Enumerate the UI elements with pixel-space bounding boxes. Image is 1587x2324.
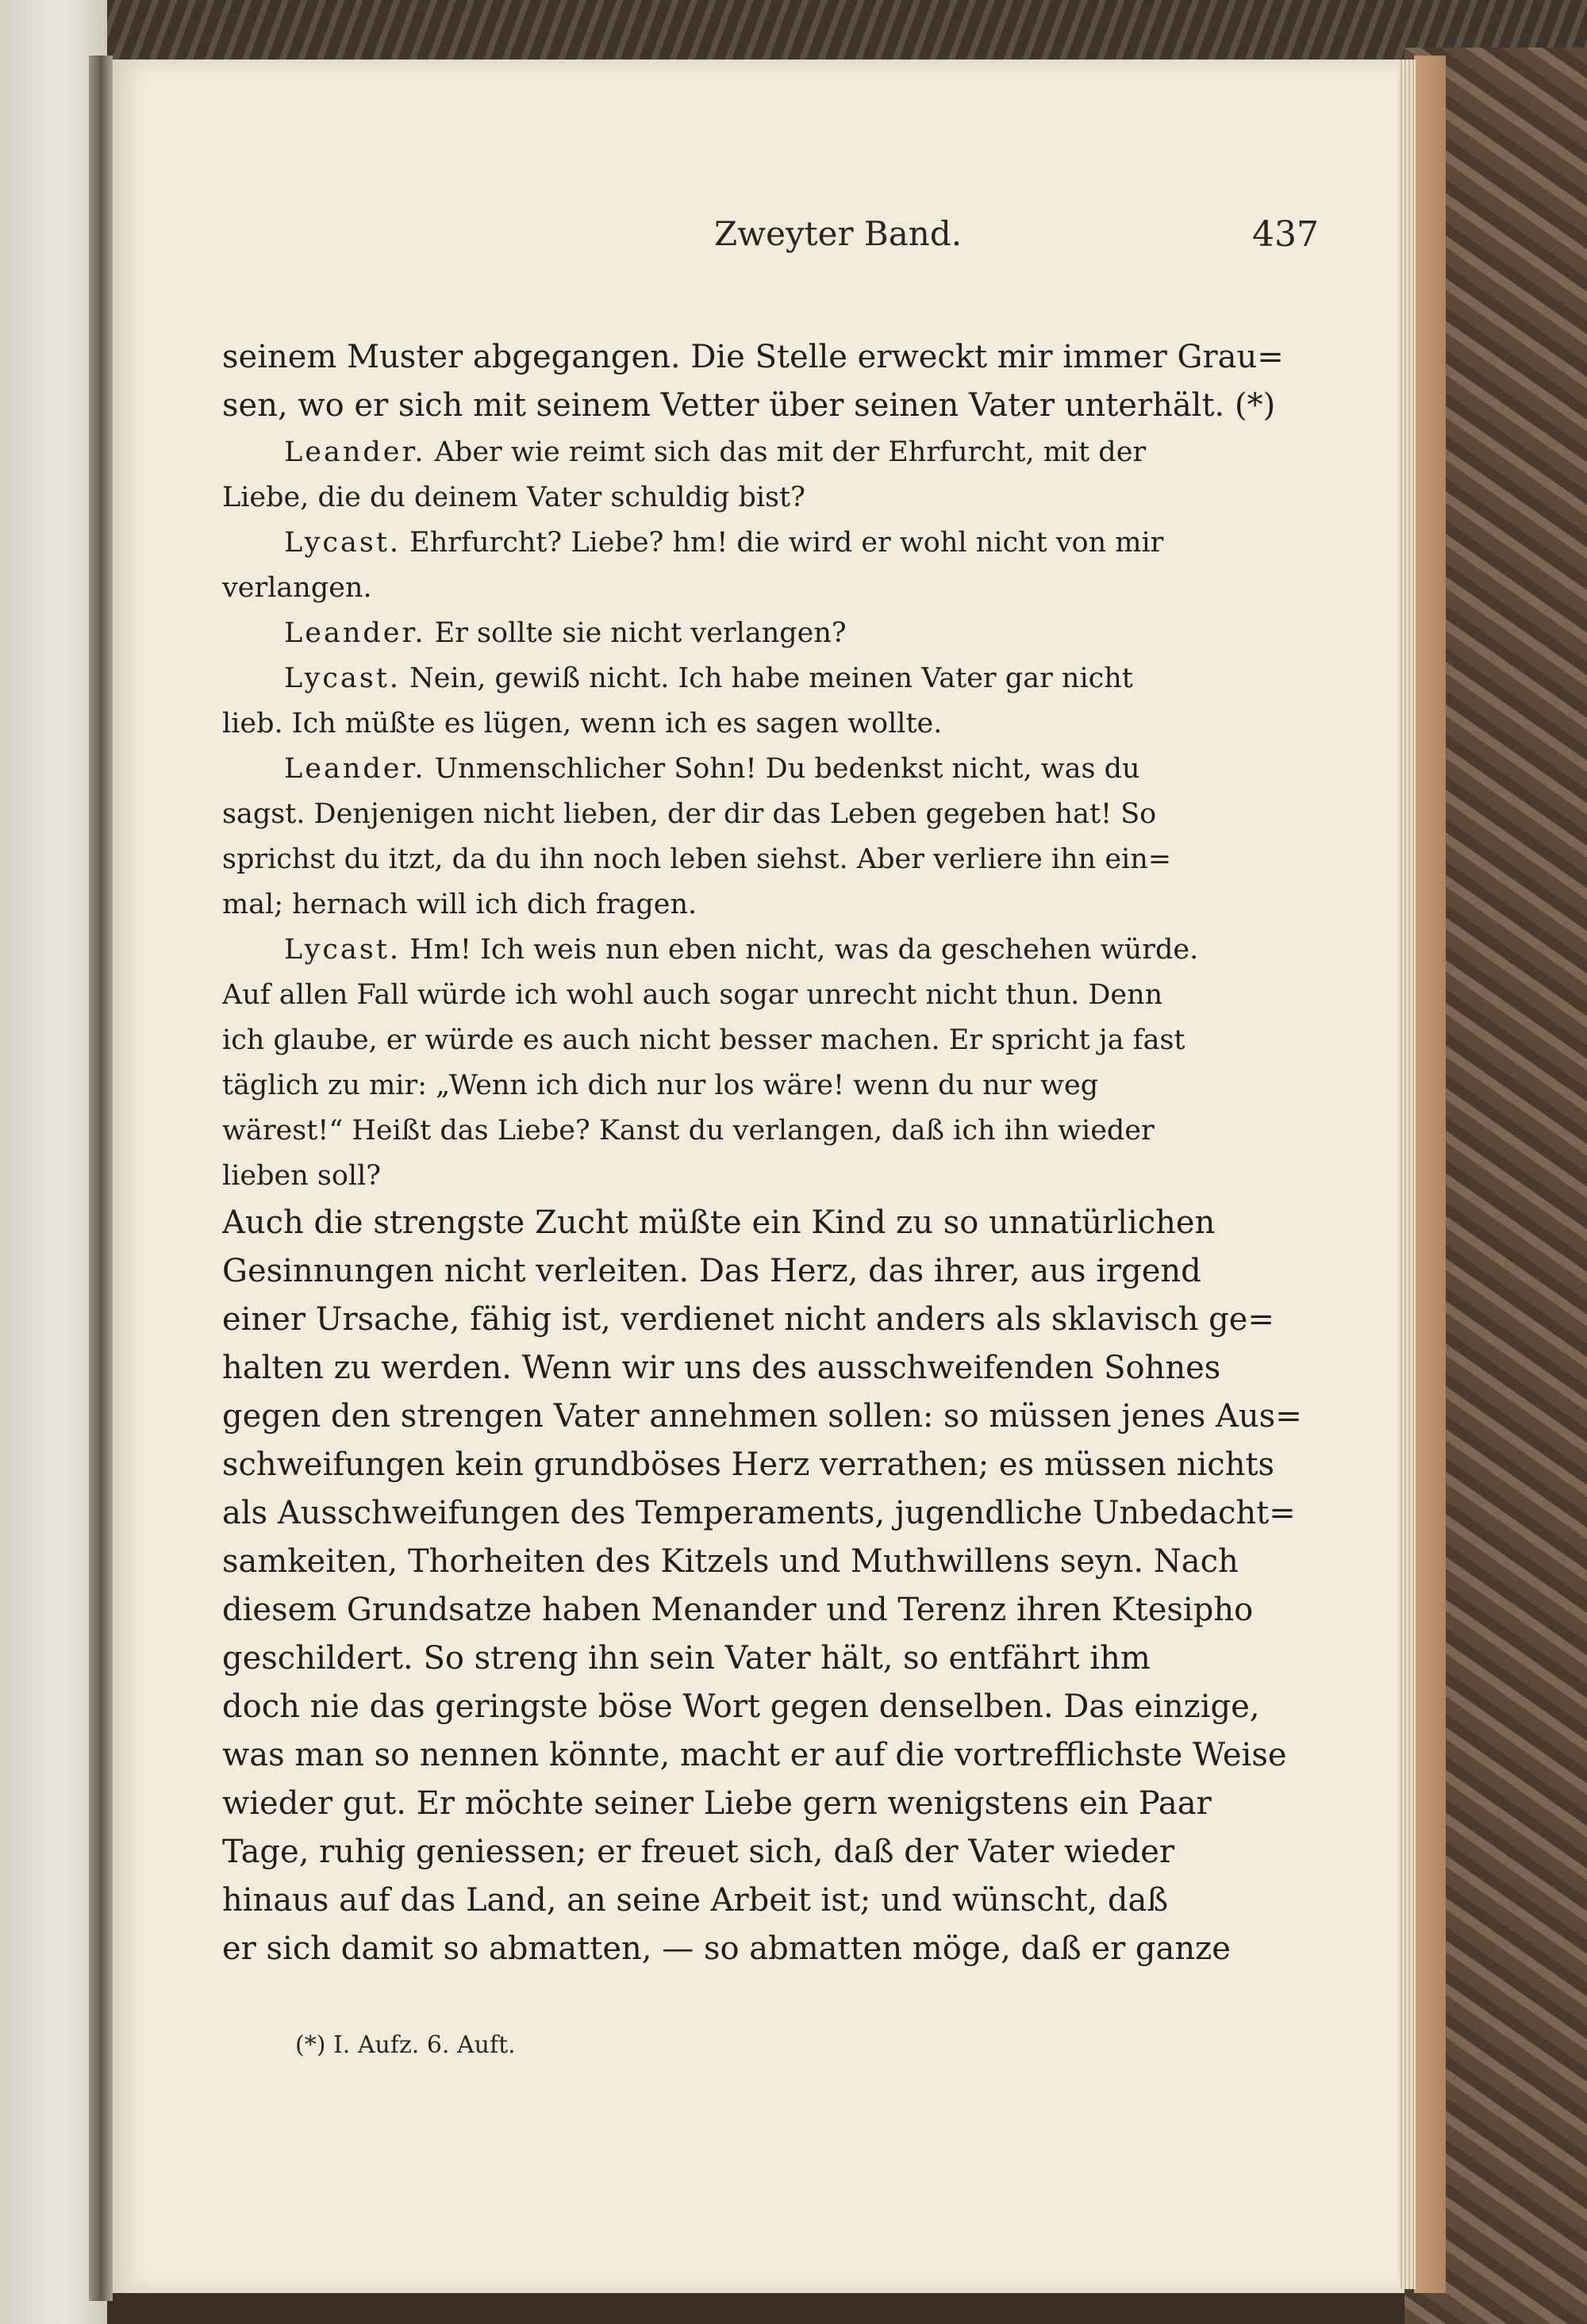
speaker-name: Lycast. — [284, 934, 402, 966]
text-block — [222, 333, 1317, 1973]
speaker-name: Leander. — [284, 617, 426, 649]
dialogue-line — [222, 656, 1317, 701]
paragraph-line: was man so nennen könnte, macht er auf die vortrefflichste Weise — [222, 1737, 1287, 1773]
paragraph-line: einer Ursache, fähig ist, verdienet nicht anders als sklavisch ge= — [222, 1301, 1274, 1338]
dialogue-line — [222, 747, 1317, 792]
paragraph-line: diesem Grundsatze haben Menander und Terenz ihren Ktesipho — [222, 1592, 1254, 1628]
dialogue-text: Unmenschlicher Sohn! Du bedenkst nicht, was du — [434, 753, 1140, 785]
paragraph-line: Tage, ruhig geniessen; er freuet sich, daß der Vater wieder — [222, 1834, 1175, 1870]
speaker-name: Lycast. — [284, 527, 402, 559]
dialogue-line — [222, 928, 1317, 973]
paragraph-line: als Ausschweifungen des Temperaments, jugendliche Unbedacht= — [222, 1495, 1296, 1531]
dialogue-line: verlangen. — [222, 572, 372, 604]
paragraph-line: halten zu werden. Wenn wir uns des ausschweifenden Sohnes — [222, 1350, 1221, 1386]
paragraph-line: doch nie das geringste böse Wort gegen denselben. Das einzige, — [222, 1688, 1260, 1725]
dialogue-line — [222, 611, 1317, 656]
dialogue-text: Aber wie reimt sich das mit der Ehrfurcht, mit der — [434, 436, 1147, 468]
running-head: Zweyter Band. — [714, 214, 963, 253]
dialogue-line: ich glaube, er würde es auch nicht besser machen. Er spricht ja fast — [222, 1024, 1185, 1056]
dialogue-line: Auf allen Fall würde ich wohl auch sogar unrecht nicht thun. Denn — [222, 979, 1163, 1011]
dialogue-line: lieben soll? — [222, 1160, 382, 1192]
dialogue-line — [222, 430, 1317, 475]
paragraph-line: schweifungen kein grundböses Herz verrathen; es müssen nichts — [222, 1446, 1275, 1483]
paragraph-line: Gesinnungen nicht verleiten. Das Herz, das ihrer, aus irgend — [222, 1253, 1201, 1289]
page-header — [222, 214, 1317, 262]
paragraph-line: hinaus auf das Land, an seine Arbeit ist; und wünscht, daß — [222, 1882, 1169, 1919]
book-page — [111, 60, 1404, 2293]
page-edges — [1398, 60, 1416, 2289]
paragraph-line: geschildert. So streng ihn sein Vater hält, so entfährt ihm — [222, 1640, 1151, 1677]
dialogue-line — [222, 520, 1317, 566]
paragraph-line: Auch die strengste Zucht müßte ein Kind zu so unnatürlichen — [222, 1204, 1216, 1241]
paragraph-line: er sich damit so abmatten, — so abmatten möge, daß er ganze — [222, 1930, 1231, 1967]
book-gutter — [89, 56, 113, 2301]
speaker-name: Leander. — [284, 436, 426, 468]
dialogue-text: Ehrfurcht? Liebe? hm! die wird er wohl nicht von mir — [409, 527, 1164, 559]
page-number: 437 — [1252, 214, 1319, 255]
body-line: sen, wo er sich mit seinem Vetter über seinen Vater unterhält. (*) — [222, 387, 1276, 424]
dialogue-line: täglich zu mir: „Wenn ich dich nur los wäre! wenn du nur weg — [222, 1070, 1099, 1101]
body-line: seinem Muster abgegangen. Die Stelle erweckt mir immer Grau= — [222, 339, 1284, 375]
speaker-name: Lycast. — [284, 663, 402, 694]
paragraph-line: samkeiten, Thorheiten des Kitzels und Muthwillens seyn. Nach — [222, 1543, 1239, 1580]
dialogue-line: Liebe, die du deinem Vater schuldig bist? — [222, 482, 805, 513]
dialogue-text: Er sollte sie nicht verlangen? — [434, 617, 847, 649]
paragraph-line: wieder gut. Er möchte seiner Liebe gern wenigstens ein Paar — [222, 1785, 1212, 1822]
speaker-name: Leander. — [284, 753, 426, 785]
dialogue-line: wärest!“ Heißt das Liebe? Kanst du verlangen, daß ich ihn wieder — [222, 1115, 1155, 1147]
dialogue-line: sagst. Denjenigen nicht lieben, der dir das Leben gegeben hat! So — [222, 798, 1157, 830]
binding-top-edge — [103, 0, 1587, 62]
dialogue-line: mal; hernach will ich dich fragen. — [222, 889, 697, 920]
dialogue-text: Nein, gewiß nicht. Ich habe meinen Vater gar nicht — [409, 663, 1133, 694]
dialogue-text: Hm! Ich weis nun eben nicht, was da geschehen würde. — [409, 934, 1199, 966]
footnote: (*) I. Aufz. 6. Auft. — [295, 2031, 516, 2059]
paragraph-line: gegen den strengen Vater annehmen sollen: so müssen jenes Aus= — [222, 1398, 1302, 1435]
leather-spine-edge — [1414, 56, 1446, 2293]
dialogue-line: lieb. Ich müßte es lügen, wenn ich es sagen wollte. — [222, 708, 943, 739]
dialogue-line: sprichst du itzt, da du ihn noch leben siehst. Aber verliere ihn ein= — [222, 843, 1172, 875]
